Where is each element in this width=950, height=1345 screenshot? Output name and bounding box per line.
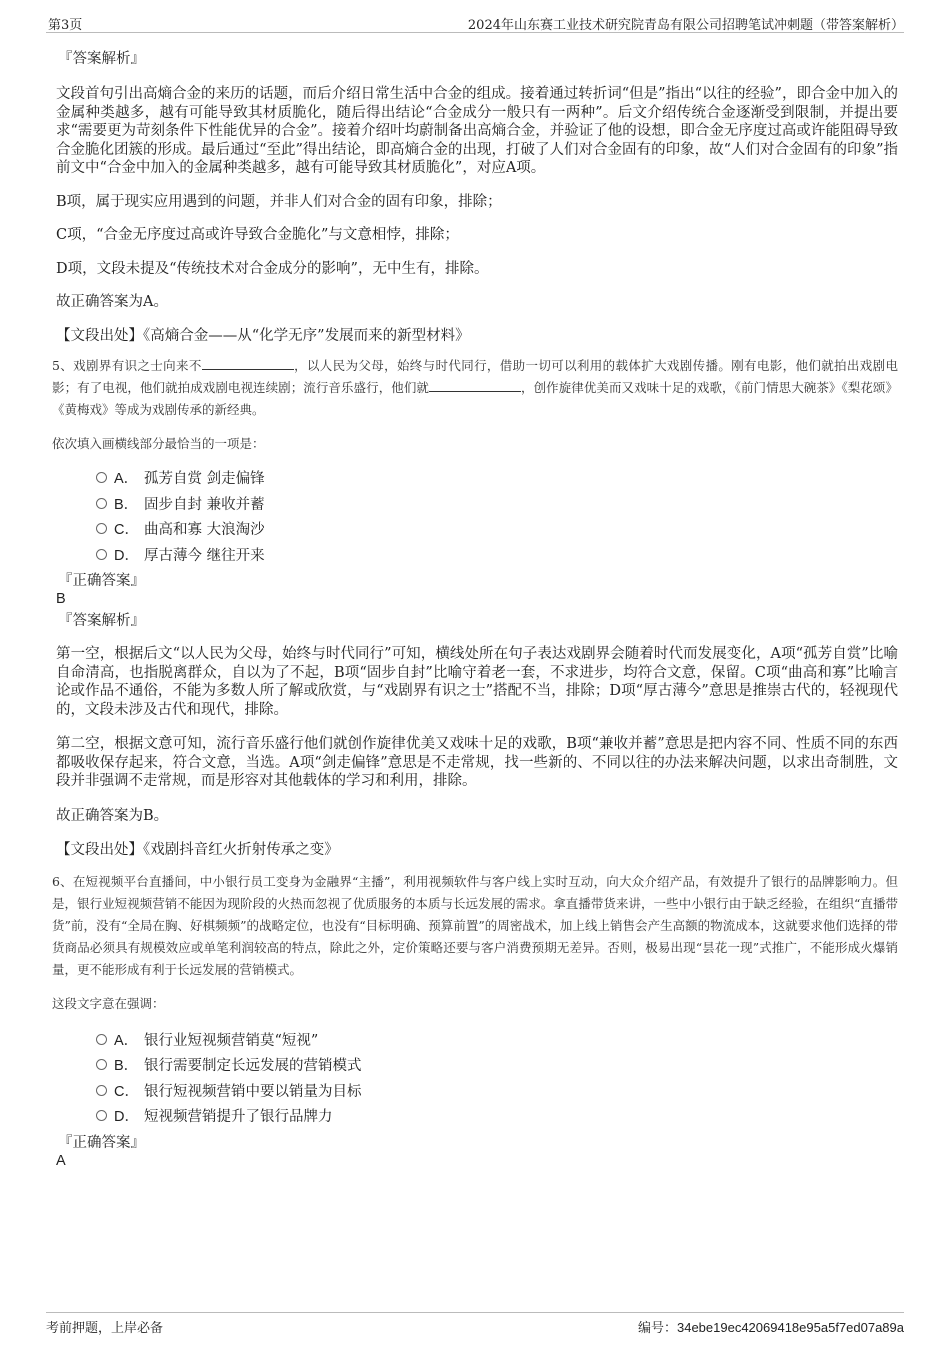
q6-options bbox=[56, 1027, 898, 1129]
q5-analysis-paragraph-1: 第一空，根据后文“以人民为父母，始终与时代同行”可知，横线处所在句子表达戏剧界会随着时代而发展变化，A项“孤芳自赏”比喻自命清高，也指脱离群众，自以为了不起，B项“固步自封”比喻守着老一套，不求进步，均符合文意，保留。C项“曲高和寡”比喻言论或作品不通俗，不能为多数人所了解或欣赏，与“戏剧界有识之士”搭配不当，排除；D项“厚古薄今”意思是推崇古代的，轻视现代的，文段未涉及古代和现代，排除。 bbox=[56, 646, 898, 718]
page-content bbox=[52, 44, 898, 1169]
q4-analysis-paragraph-3: C项，“合金无序度过高或许导致合金脆化”与文意相悖，排除； bbox=[56, 227, 459, 243]
q6-answer: A bbox=[56, 1152, 66, 1169]
q4-analysis-paragraph-1: 文段首句引出高熵合金的来历的话题，而后介绍日常生活中合金的组成。接着通过转折词“但是”指出“以往的经验”，即合金中加入的金属种类越多，越有可能导致其材质脆化，随后得出结论“合金成分一般只有一两种”。后文介绍传统合金逐渐受到限制，并提出要求“需要更为苛刻条件下性能优异的合金”。接着介绍叶均蔚制备出高熵合金，并验证了他的设想，即合金无序度过高或许能阻碍导致合金脆化团簇的形成。最后通过“至此”得出结论，即高熵合金的出现，打破了人们对合金固有的印象，故“人们对合金固有的印象”指前文中“合金中加入的金属种类越多，越有可能导致其材质脆化”，对应A项。 bbox=[56, 86, 898, 176]
q6-answer-label: 『正确答案』 bbox=[58, 1134, 145, 1151]
option-text: 厚古薄今 继往开来 bbox=[144, 547, 265, 564]
page-footer bbox=[46, 1312, 904, 1335]
q4-analysis-paragraph-4: D项，文段未提及“传统技术对合金成分的影响”，无中生有，排除。 bbox=[56, 260, 489, 277]
q5-blank-1 bbox=[202, 357, 294, 370]
option-letter: C． bbox=[114, 1083, 139, 1100]
q5-option-b[interactable] bbox=[56, 491, 898, 517]
radio-button[interactable] bbox=[96, 498, 107, 509]
radio-button[interactable] bbox=[96, 1059, 107, 1070]
q5-option-d[interactable] bbox=[56, 542, 898, 568]
option-text: 固步自封 兼收并蓄 bbox=[144, 496, 265, 513]
option-letter: D． bbox=[114, 547, 139, 564]
footer-serial bbox=[638, 1317, 904, 1336]
q6-stem: 6、在短视频平台直播间，中小银行员工变身为金融界“主播”，利用视频软件与客户线上实时互动，向大众介绍产品，有效提升了银行的品牌影响力。但是，银行业短视频营销不能因为现阶段的火热而忽视了优质服务的本质与长远发展的需求。拿直播带货来讲，一些中小银行由于缺乏经验，在组织“直播带货”前，没有“全局在胸、好棋频频”的战略定位，也没有“目标明确、预算前置”的周密战术，加上线上销售会产生高额的物流成本，这就要求他们选择的带货商品必须具有规模效应或单笔利润较高的特点，除此之外，定价策略还要与客户消费预期无差异。否则，极易出现“昙花一现”式推广，不能形成火爆销量，更不能形成有利于长远发展的营销模式。 bbox=[52, 873, 898, 977]
q6-option-a[interactable] bbox=[56, 1027, 898, 1053]
q5-option-c[interactable] bbox=[56, 516, 898, 542]
option-text: 银行需要制定长远发展的营销模式 bbox=[144, 1058, 362, 1074]
q6-option-d[interactable] bbox=[56, 1103, 898, 1129]
q5-options bbox=[56, 465, 898, 567]
q6-prompt: 这段文字意在强调： bbox=[52, 995, 165, 1011]
footer-motto: 考前押题，上岸必备 bbox=[46, 1321, 164, 1336]
q5-blank-2 bbox=[429, 379, 521, 392]
q5-answer-label: 『正确答案』 bbox=[58, 573, 145, 589]
q5-prompt: 依次填入画横线部分最恰当的一项是： bbox=[52, 436, 265, 451]
q4-conclusion: 故正确答案为A。 bbox=[56, 294, 168, 310]
q5-analysis-paragraph-2: 第二空，根据文意可知，流行音乐盛行他们就创作旋律优美又戏味十足的戏歌，B项“兼收并蓄”意思是把内容不同、性质不同的东西都吸收保存起来，符合文意，当选。A项“剑走偏锋”意思是不走常规，找一些新的、不同以往的办法来解决问题，以求出奇制胜，文段并非强调不走常规，而是形容对其他载体的学习和利用，排除。 bbox=[56, 736, 898, 789]
option-letter: C． bbox=[114, 522, 139, 538]
option-text: 银行短视频营销中要以销量为目标 bbox=[144, 1083, 362, 1100]
page-header bbox=[46, 12, 904, 33]
q5-conclusion: 故正确答案为B。 bbox=[56, 807, 169, 824]
serial-label: 编号： bbox=[637, 1321, 677, 1336]
q5-option-a[interactable] bbox=[56, 465, 898, 491]
radio-button[interactable] bbox=[96, 1085, 107, 1096]
radio-button[interactable] bbox=[96, 549, 107, 560]
q4-analysis-paragraph-2: B项，属于现实应用遇到的问题，并非人们对合金的固有印象，排除； bbox=[56, 193, 502, 210]
option-letter: B． bbox=[114, 1058, 139, 1074]
option-text: 曲高和寡 大浪淘沙 bbox=[144, 522, 265, 538]
radio-button[interactable] bbox=[96, 1110, 107, 1121]
q4-analysis-label: 『答案解析』 bbox=[58, 51, 145, 67]
q5-stem-part-2: ，以人民为父母，始终与时代同行，借助一切可以利用的载体扩大戏剧传播。刚有电影，他们就拍出戏剧电影；有了电视，他们就拍成戏剧电视连续剧；流行音乐盛行，他们就 bbox=[52, 358, 898, 395]
radio-button[interactable] bbox=[96, 472, 107, 483]
option-letter: D． bbox=[114, 1109, 139, 1125]
option-letter: A． bbox=[114, 1032, 139, 1049]
q5-stem bbox=[52, 355, 898, 421]
q6-option-b[interactable] bbox=[56, 1052, 898, 1078]
q6-option-c[interactable] bbox=[56, 1078, 898, 1104]
serial-number: 34ebe19ec42069418e95a5f7ed07a89a bbox=[676, 1320, 904, 1335]
option-letter: A． bbox=[114, 471, 139, 487]
page-number: 第3页 bbox=[48, 18, 83, 33]
q5-stem-part-1: 5、戏剧界有识之士向来不 bbox=[52, 358, 202, 373]
radio-button[interactable] bbox=[96, 1034, 107, 1045]
option-text: 短视频营销提升了银行品牌力 bbox=[144, 1109, 333, 1125]
option-text: 银行业短视频营销莫“短视” bbox=[144, 1032, 319, 1049]
option-letter: B． bbox=[114, 496, 139, 513]
q5-answer: B bbox=[56, 591, 66, 607]
option-text: 孤芳自赏 剑走偏锋 bbox=[144, 471, 265, 487]
radio-button[interactable] bbox=[96, 523, 107, 534]
q5-analysis-label: 『答案解析』 bbox=[58, 613, 145, 629]
q4-source: 【文段出处】《高熵合金——从“化学无序”发展而来的新型材料》 bbox=[56, 327, 470, 344]
document-title: 2024年山东赛工业技术研究院青岛有限公司招聘笔试冲刺题（带答案解析） bbox=[467, 18, 904, 33]
q5-stem-part-3: ，创作旋律优美而又戏味十足的戏歌，《前门情思大碗茶》《梨花颂》《黄梅戏》等成为戏剧传承的新经典。 bbox=[52, 380, 898, 417]
q5-source: 【文段出处】《戏剧抖音红火折射传承之变》 bbox=[56, 842, 339, 858]
